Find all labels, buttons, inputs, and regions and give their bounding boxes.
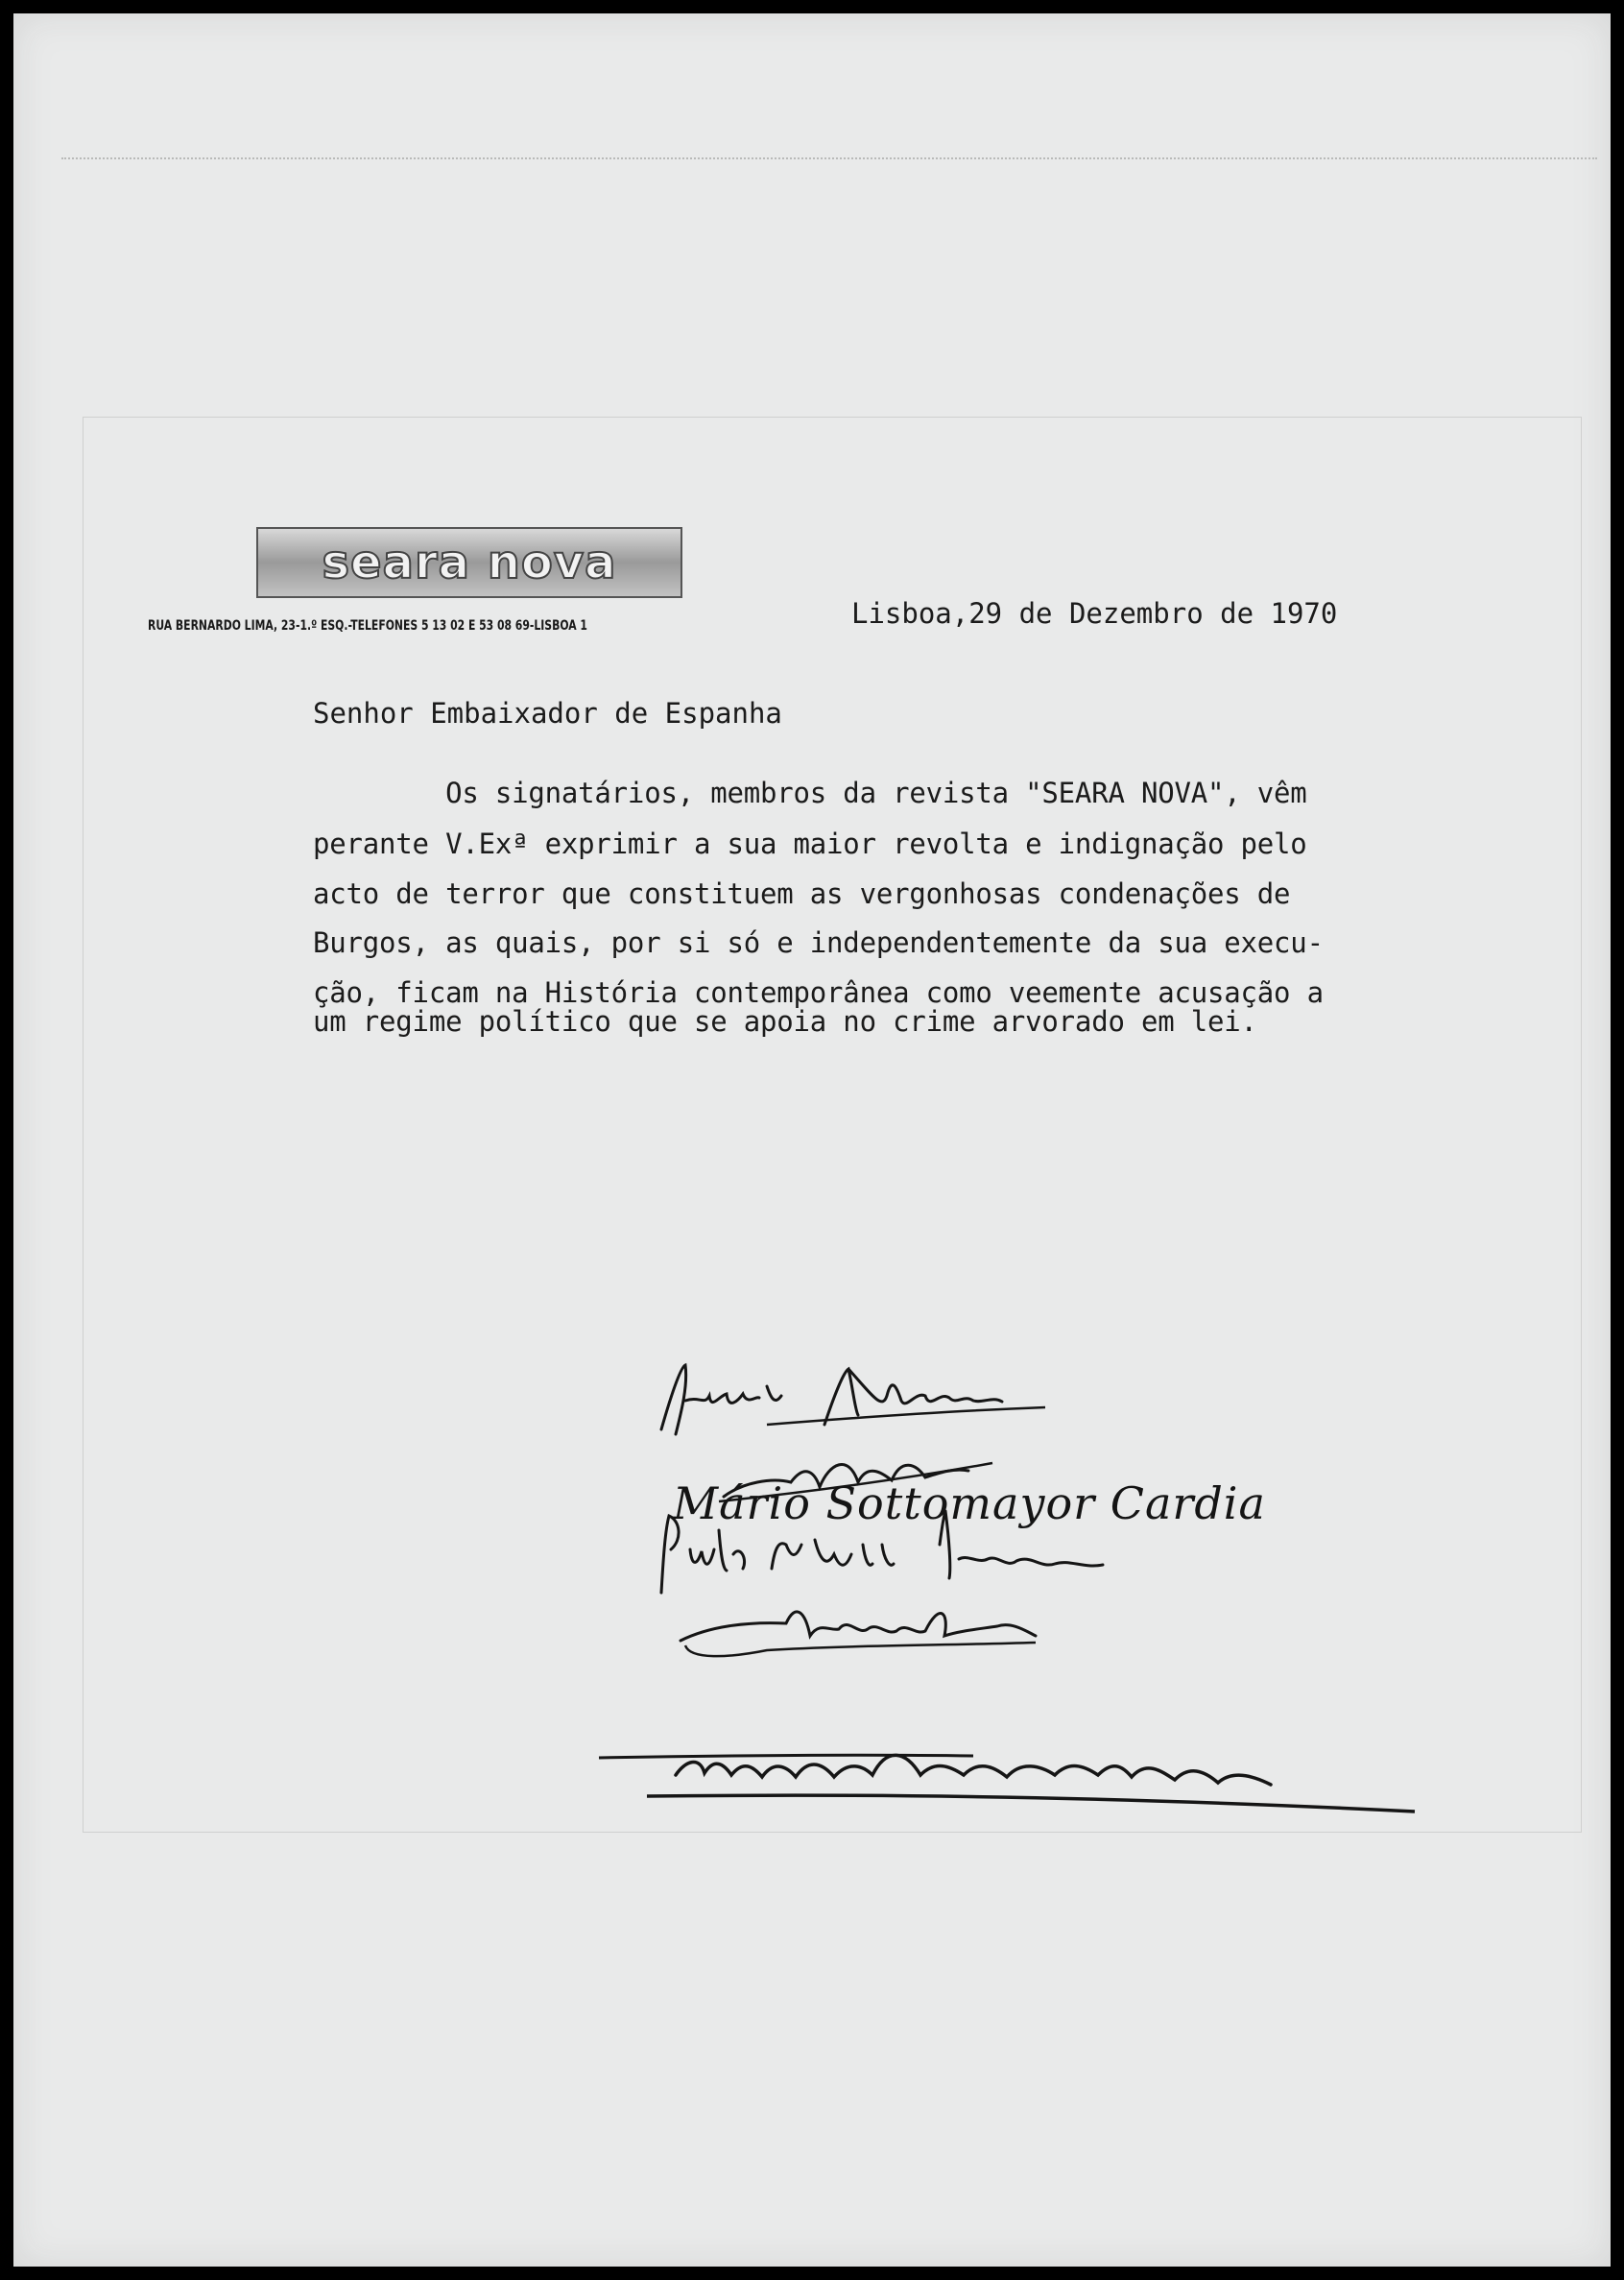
letterhead-address: RUA BERNARDO LIMA, 23-1.º ESQ.-TELEFONES 5 13 02 E 53 08 69-LISBOA 1 — [148, 618, 587, 634]
body-line-6: um regime político que se apoia no crime arvorado em lei. — [313, 1005, 1257, 1038]
body-line-3: acto de terror que constituem as vergonhosas condenações de — [313, 877, 1291, 910]
signatures-block — [580, 1357, 1444, 1857]
body-line-4: Burgos, as quais, por si só e independentemente da sua execu- — [313, 926, 1324, 959]
seara-nova-logo — [256, 527, 682, 598]
letter-date: Lisboa,29 de Dezembro de 1970 — [851, 597, 1338, 630]
signature-5-printed: Mário Sottomayor Cardia — [673, 1477, 1266, 1529]
signature-4 — [671, 1593, 1055, 1669]
signature-1 — [652, 1357, 1055, 1444]
logo-text: seara nova — [322, 536, 617, 589]
letter-sheet — [13, 13, 1611, 2267]
fold-line — [61, 157, 1597, 159]
body-line-2: perante V.Exª exprimir a sua maior revolta e indignação pelo — [313, 828, 1307, 860]
letter-recipient: Senhor Embaixador de Espanha — [313, 697, 782, 730]
signature-6 — [589, 1737, 1434, 1833]
body-line-1: Os signatários, membros da revista "SEARA NOVA", vêm — [313, 777, 1307, 809]
body-line-5: ção, ficam na História contemporânea como veemente acusação a — [313, 976, 1324, 1009]
